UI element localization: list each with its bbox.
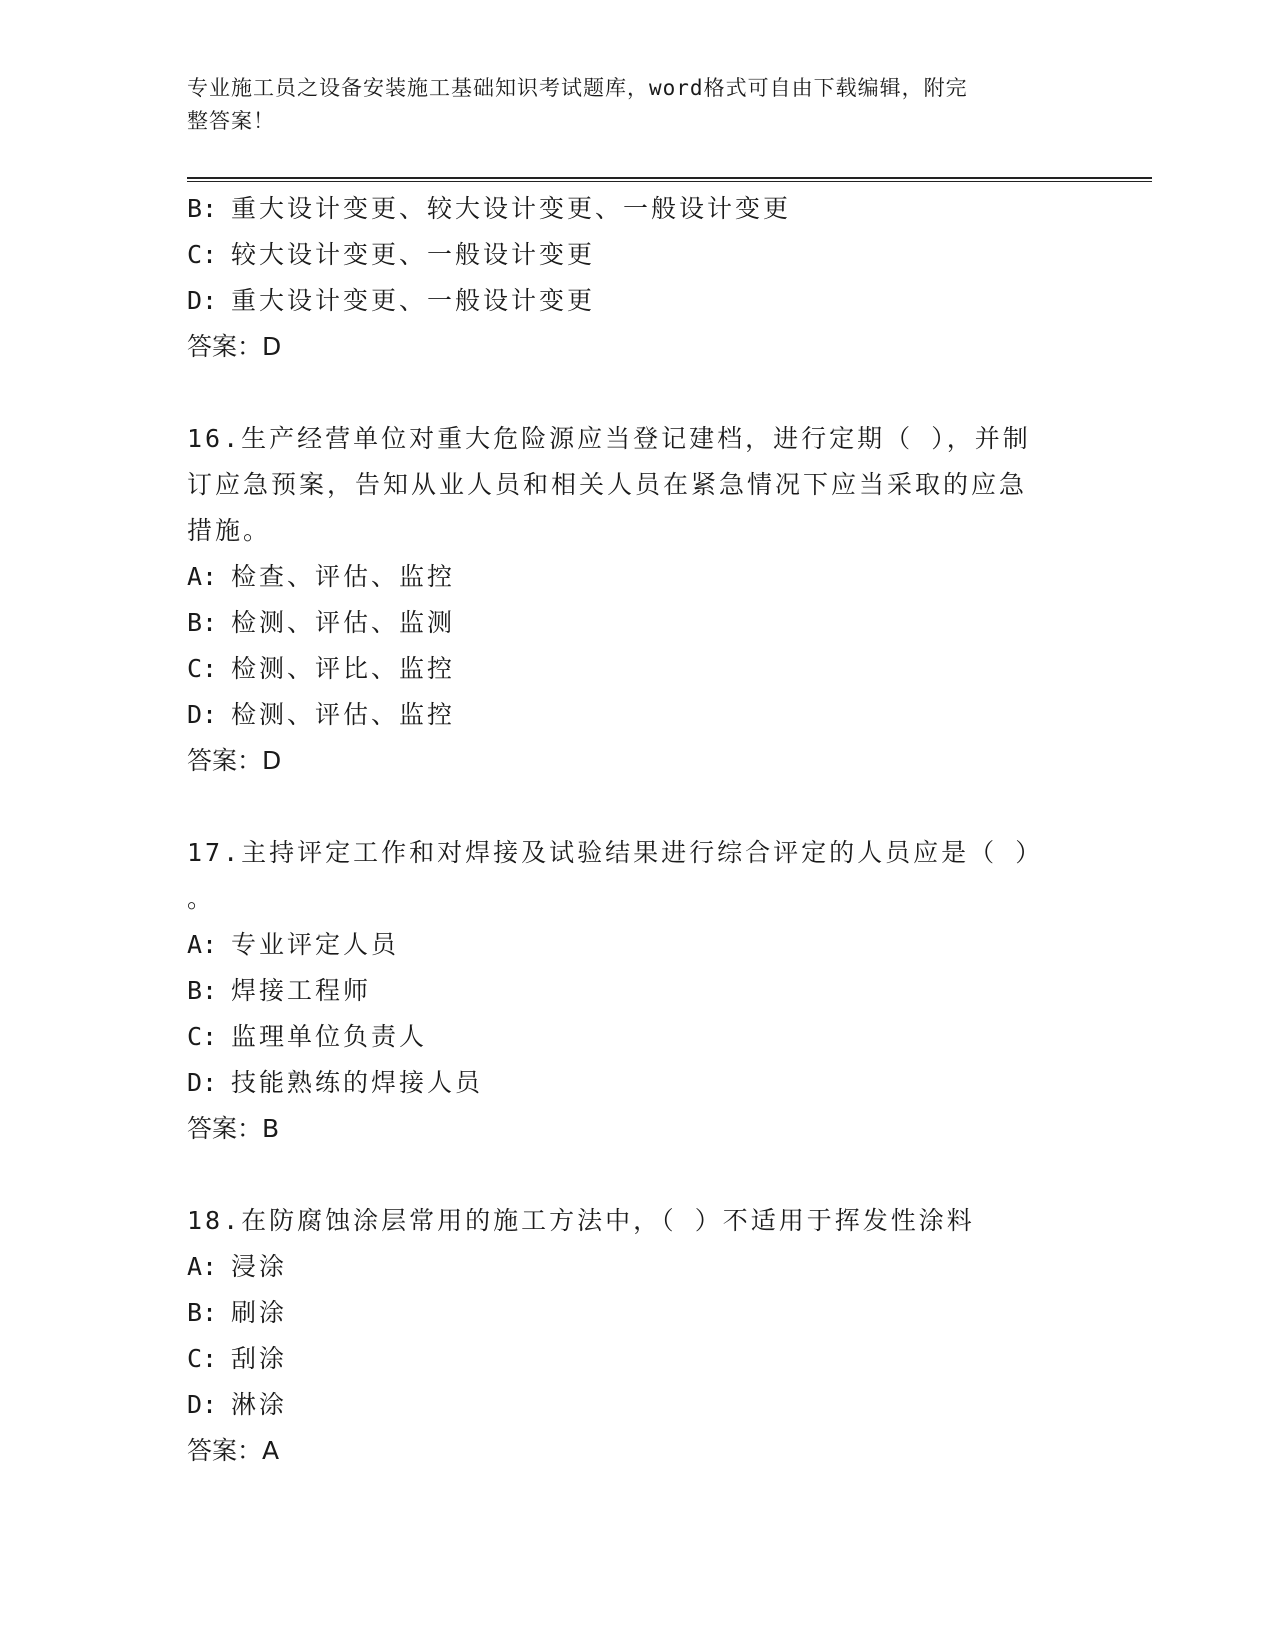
option-text: 检测、评比、监控 bbox=[231, 654, 456, 683]
answer-value: D bbox=[262, 332, 285, 361]
option-b bbox=[187, 600, 1067, 646]
header-line-2: 整答案！ bbox=[187, 109, 275, 133]
option-key: D: bbox=[187, 1390, 218, 1419]
answer-label: 答案： bbox=[187, 1114, 263, 1143]
answer-line bbox=[187, 1428, 1067, 1474]
option-text: 检查、评估、监控 bbox=[231, 562, 456, 591]
option-text: 浸涂 bbox=[231, 1252, 288, 1281]
option-text: 专业评定人员 bbox=[231, 930, 400, 959]
spacer bbox=[187, 370, 1067, 416]
option-text: 较大设计变更、一般设计变更 bbox=[231, 240, 596, 269]
option-a bbox=[187, 1244, 1067, 1290]
question-15 bbox=[187, 186, 1067, 370]
answer-label: 答案： bbox=[187, 1436, 263, 1465]
option-c bbox=[187, 232, 1067, 278]
option-a bbox=[187, 554, 1067, 600]
option-c bbox=[187, 646, 1067, 692]
option-b bbox=[187, 1290, 1067, 1336]
option-key: C: bbox=[187, 240, 218, 269]
option-text: 淋涂 bbox=[231, 1390, 288, 1419]
answer-line bbox=[187, 738, 1067, 784]
option-text: 刮涂 bbox=[231, 1344, 288, 1373]
option-text: 监理单位负责人 bbox=[231, 1022, 428, 1051]
spacer bbox=[187, 784, 1067, 830]
option-text: 重大设计变更、一般设计变更 bbox=[231, 286, 596, 315]
option-key: A: bbox=[187, 930, 218, 959]
option-key: D: bbox=[187, 286, 218, 315]
option-key: B: bbox=[187, 608, 218, 637]
option-text: 刷涂 bbox=[231, 1298, 288, 1327]
option-key: C: bbox=[187, 1022, 218, 1051]
option-d bbox=[187, 1060, 1067, 1106]
option-a bbox=[187, 922, 1067, 968]
option-key: B: bbox=[187, 194, 218, 223]
answer-value: D bbox=[262, 746, 285, 775]
answer-value: B bbox=[262, 1114, 283, 1143]
option-text: 检测、评估、监控 bbox=[231, 700, 456, 729]
option-b bbox=[187, 186, 1067, 232]
option-key: C: bbox=[187, 1344, 218, 1373]
option-text: 重大设计变更、较大设计变更、一般设计变更 bbox=[231, 194, 792, 223]
option-d bbox=[187, 692, 1067, 738]
question-18 bbox=[187, 1198, 1067, 1474]
option-d bbox=[187, 1382, 1067, 1428]
question-17 bbox=[187, 830, 1067, 1152]
answer-value: A bbox=[262, 1436, 283, 1465]
answer-label: 答案： bbox=[187, 332, 263, 361]
answer-label: 答案： bbox=[187, 746, 263, 775]
question-stem-line: 订应急预案，告知从业人员和相关人员在紧急情况下应当采取的应急 bbox=[187, 470, 1028, 499]
option-b bbox=[187, 968, 1067, 1014]
option-c bbox=[187, 1014, 1067, 1060]
option-key: D: bbox=[187, 700, 218, 729]
question-stem-line: 措施。 bbox=[187, 516, 272, 545]
option-text: 焊接工程师 bbox=[231, 976, 372, 1005]
option-text: 技能熟练的焊接人员 bbox=[231, 1068, 484, 1097]
header-divider bbox=[187, 177, 1152, 182]
document-header bbox=[187, 72, 1067, 138]
question-stem-line: 18.在防腐蚀涂层常用的施工方法中，（ ）不适用于挥发性涂料 bbox=[187, 1206, 975, 1235]
question-stem-line: 16.生产经营单位对重大危险源应当登记建档，进行定期（ ），并制 bbox=[187, 424, 1031, 453]
question-stem-line: 17.主持评定工作和对焊接及试验结果进行综合评定的人员应是（ ） bbox=[187, 838, 1044, 867]
option-key: C: bbox=[187, 654, 218, 683]
spacer bbox=[187, 1152, 1067, 1198]
header-line-1: 专业施工员之设备安装施工基础知识考试题库，word格式可自由下载编辑，附完 bbox=[187, 76, 968, 100]
question-stem-line: 。 bbox=[187, 884, 216, 913]
answer-line bbox=[187, 1106, 1067, 1152]
question-16 bbox=[187, 416, 1067, 784]
answer-line bbox=[187, 324, 1067, 370]
option-key: B: bbox=[187, 1298, 218, 1327]
option-key: A: bbox=[187, 1252, 218, 1281]
option-key: A: bbox=[187, 562, 218, 591]
option-key: B: bbox=[187, 976, 218, 1005]
option-text: 检测、评估、监测 bbox=[231, 608, 456, 637]
question-list bbox=[187, 186, 1067, 1474]
option-d bbox=[187, 278, 1067, 324]
option-key: D: bbox=[187, 1068, 218, 1097]
option-c bbox=[187, 1336, 1067, 1382]
